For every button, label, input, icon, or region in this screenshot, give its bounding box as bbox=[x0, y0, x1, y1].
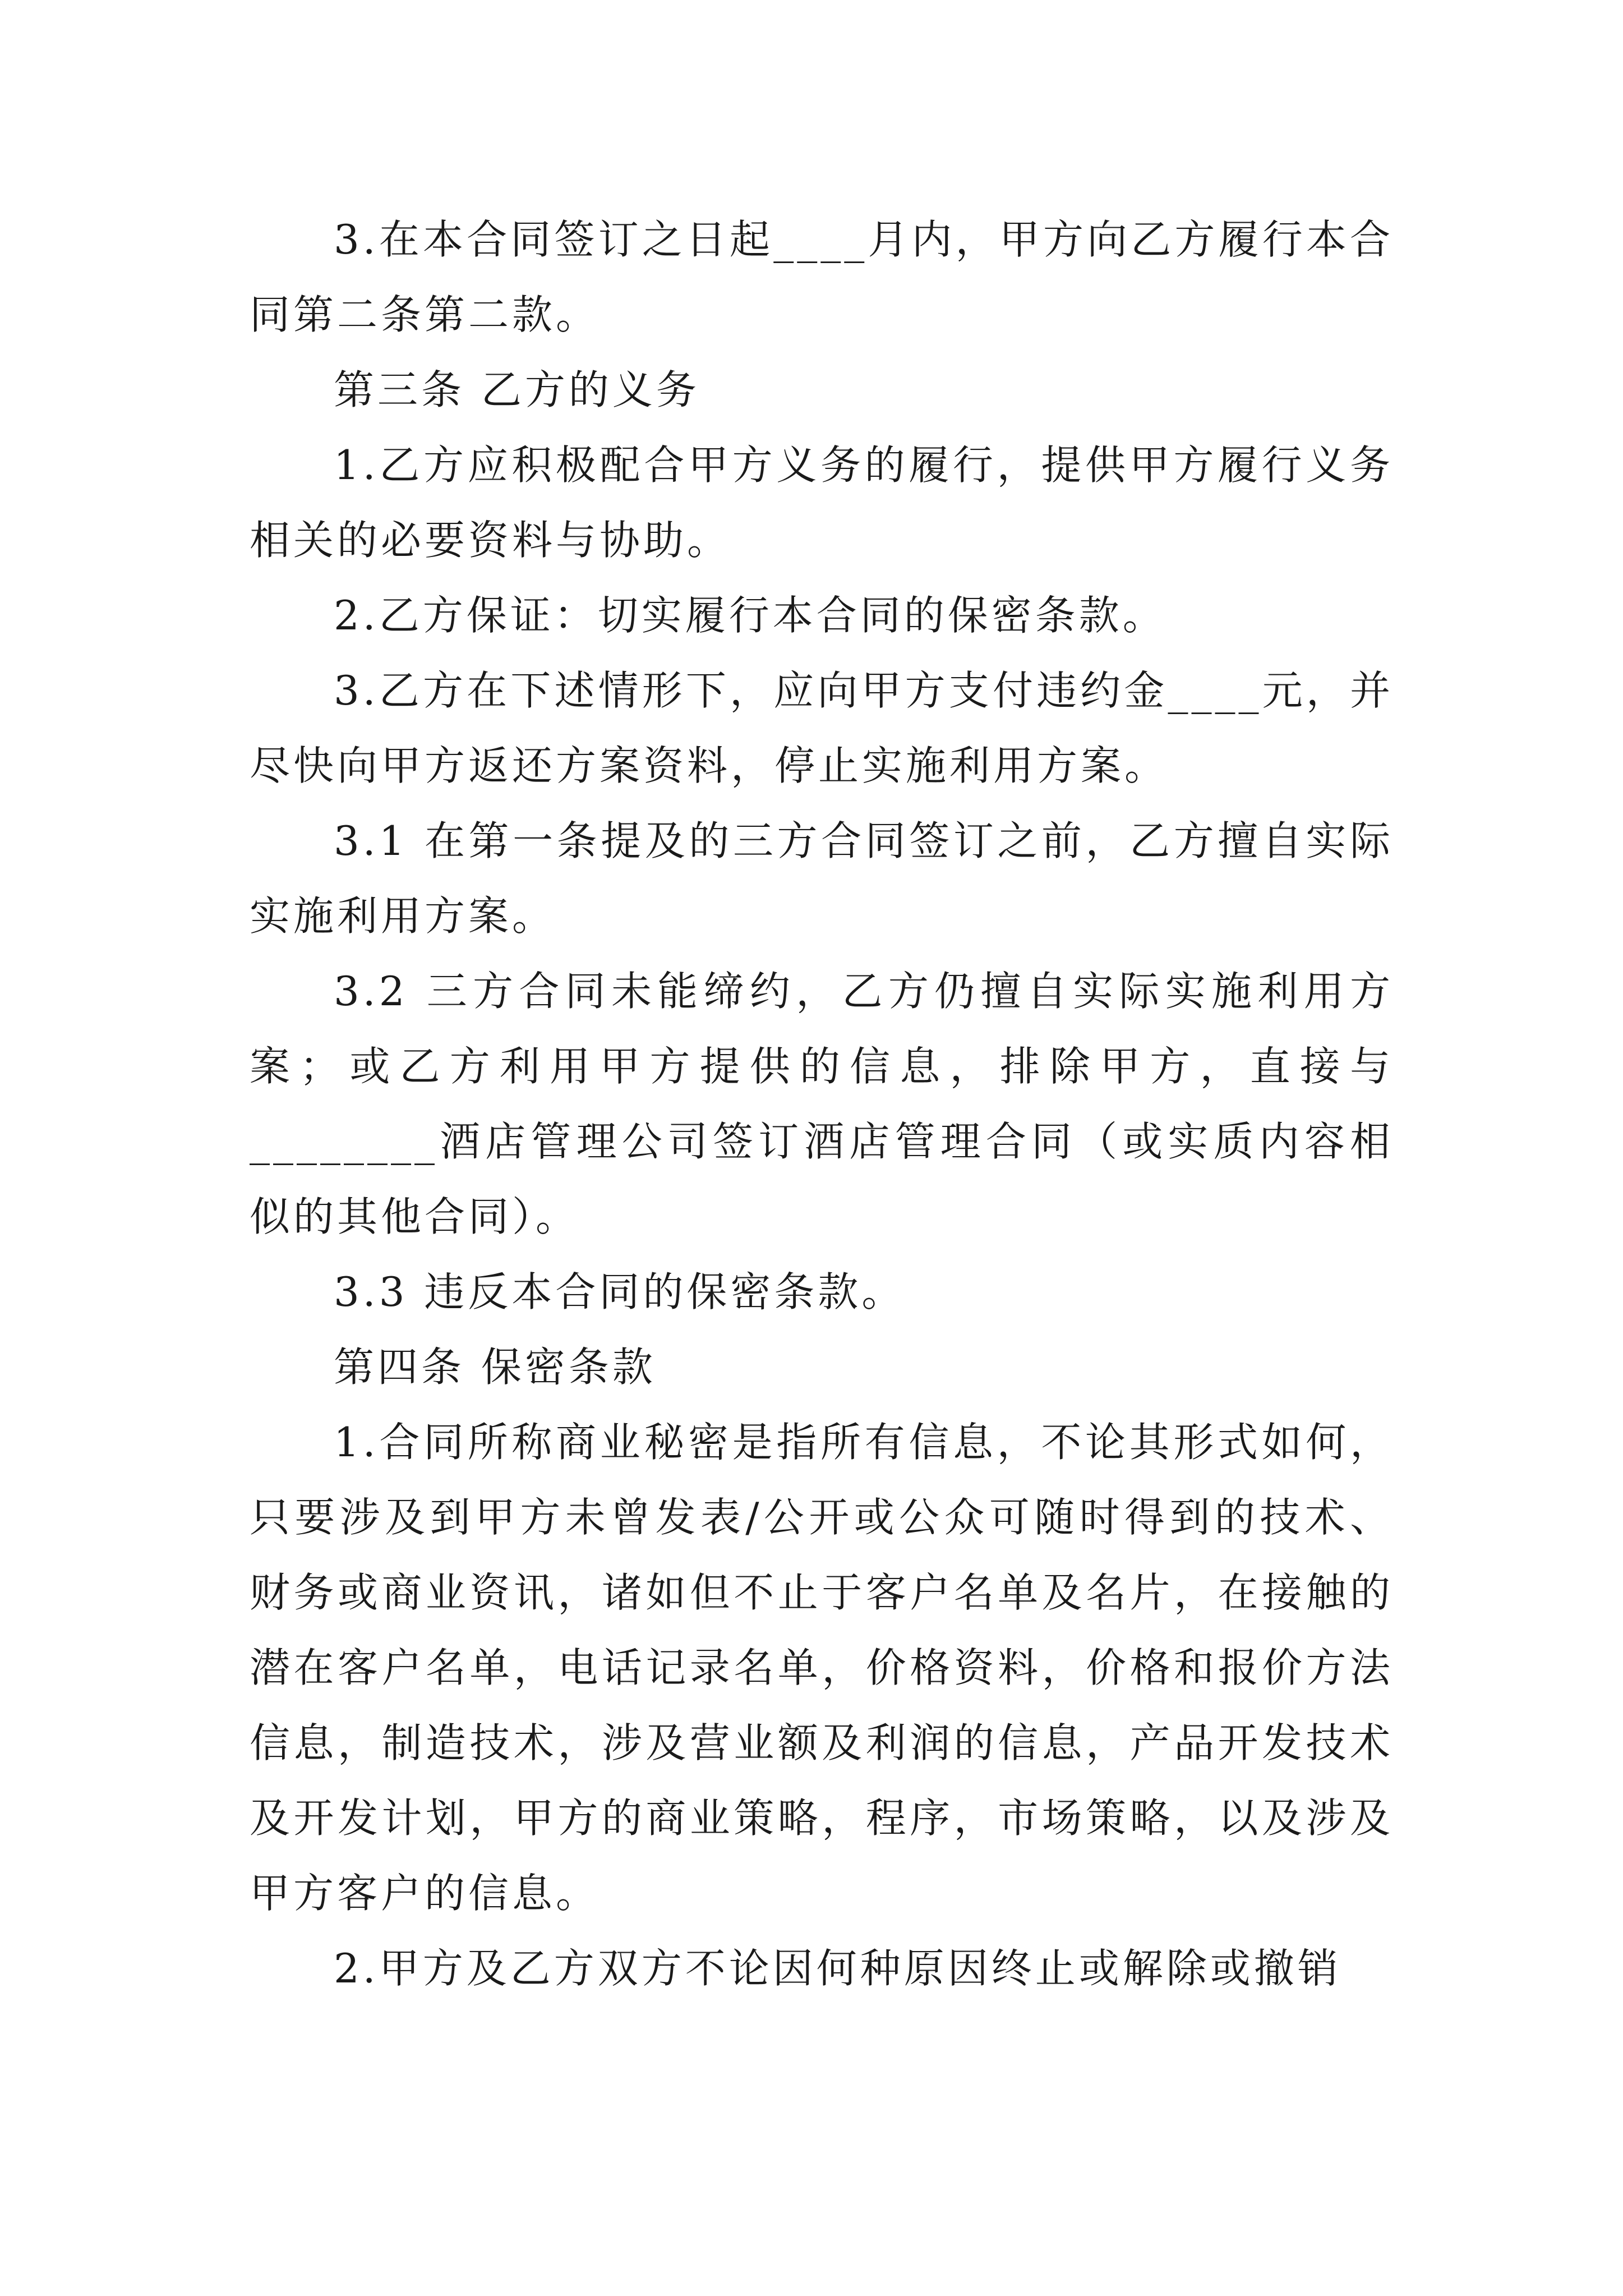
paragraph-clause-3-2: 2.乙方保证：切实履行本合同的保密条款。 bbox=[334, 592, 1166, 639]
paragraph-clause-3-3-3: 3.3 违反本合同的保密条款。 bbox=[334, 1268, 906, 1315]
paragraph-clause-4-1: 1.合同所称商业秘密是指所有信息，不论其形式如何，只要涉及到甲方未曾发表/公开或公众可随时得到的技术、财务或商业资讯，诸如但不止于客户名单及名片，在接触的潜在客户名单，电话记录名单，价格资料，价格和报价方法信息，制造技术，涉及营业额及利润的信息，产品开发技术及开发计划，甲方的商业策略，程序，市场策略，以及涉及甲方客户的信息。 bbox=[250, 1419, 1394, 1917]
heading-article-3: 第三条 乙方的义务 bbox=[334, 366, 700, 413]
paragraph-clause-3-3-1: 3.1 在第一条提及的三方合同签订之前，乙方擅自实际实施利用方案。 bbox=[250, 817, 1394, 940]
paragraph-clause-3-3-2: 3.2 三方合同未能缔约，乙方仍擅自实际实施利用方案；或乙方利用甲方提供的信息，排除甲方，直接与________酒店管理公司签订酒店管理合同（或实质内容相似的其他合同）。 bbox=[250, 968, 1394, 1240]
paragraph-clause-3-1: 1.乙方应积极配合甲方义务的履行，提供甲方履行义务相关的必要资料与协助。 bbox=[250, 441, 1394, 564]
paragraph-clause-4-2: 2.甲方及乙方双方不论因何种原因终止或解除或撤销 bbox=[334, 1945, 1341, 1992]
paragraph-clause-2-3: 3.在本合同签订之日起____月内，甲方向乙方履行本合同第二条第二款。 bbox=[250, 216, 1394, 338]
paragraph-clause-3-3: 3.乙方在下述情形下，应向甲方支付违约金____元，并尽快向甲方返还方案资料，停止实施利用方案。 bbox=[250, 667, 1394, 789]
heading-article-4: 第四条 保密条款 bbox=[334, 1343, 656, 1391]
document-body bbox=[250, 202, 1394, 2006]
